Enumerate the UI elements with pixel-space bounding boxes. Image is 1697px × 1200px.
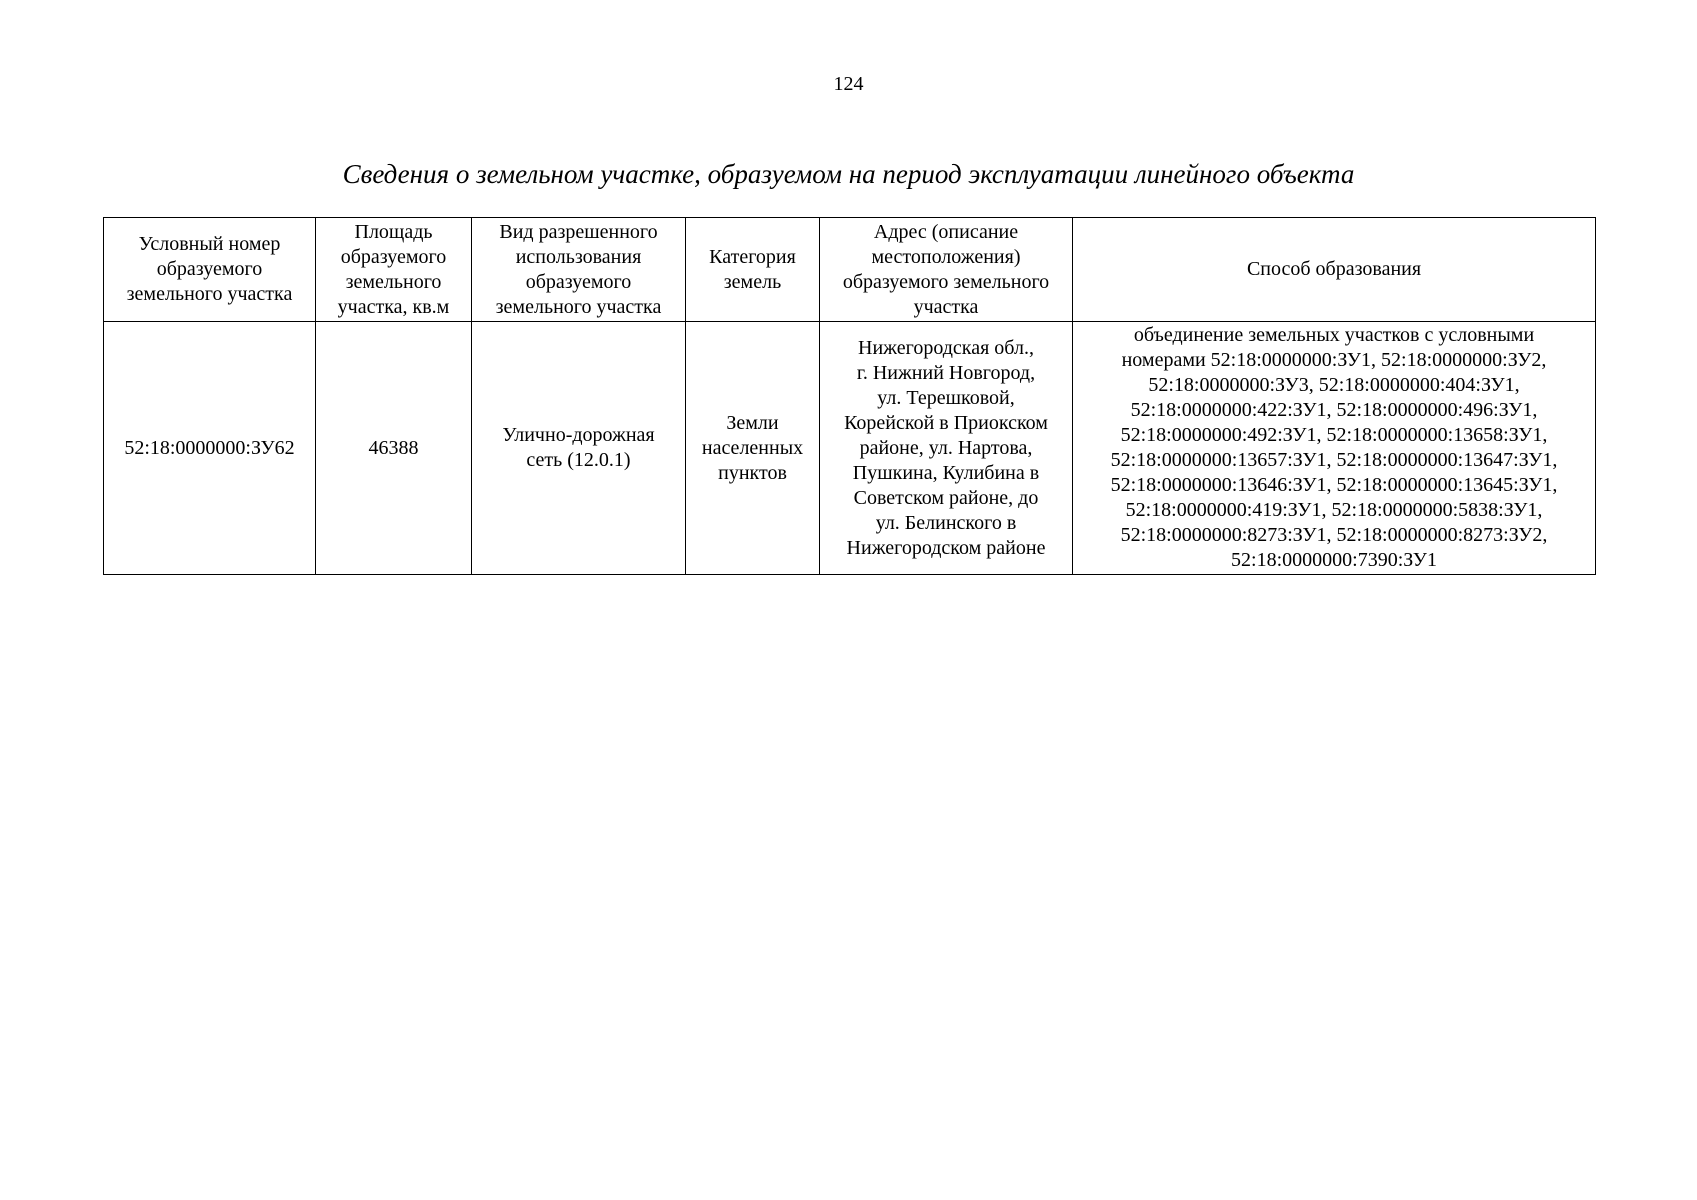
header-plot-number: Условный номер образуемого земельного участка — [104, 218, 316, 322]
header-formation-method: Способ образования — [1073, 218, 1596, 322]
header-permitted-use: Вид разрешенного использования образуемого земельного участка — [472, 218, 686, 322]
cell-land-category: Земли населенных пунктов — [686, 322, 820, 575]
header-plot-area: Площадь образуемого земельного участка, кв.м — [316, 218, 472, 322]
page-number: 124 — [833, 73, 864, 95]
cell-plot-number: 52:18:0000000:ЗУ62 — [104, 322, 316, 575]
land-plot-table — [103, 217, 1596, 575]
header-address: Адрес (описание местоположения) образуемого земельного участка — [820, 218, 1073, 322]
document-title: Сведения о земельном участке, образуемом на период эксплуатации линейного объекта — [342, 159, 1355, 189]
cell-formation-method: объединение земельных участков с условными номерами 52:18:0000000:ЗУ1, 52:18:0000000:ЗУ2, 52:18:0000000:ЗУ3, 52:18:0000000:404:ЗУ1, 52:18:0000000:422:ЗУ1, 52:18:0000000:496:ЗУ1, 52:18:0000000:492:ЗУ1, 52:18:0000000:13658:ЗУ1, 52:18:0000000:13657:ЗУ1, 52:18:0000000:13647:ЗУ1, 52:18:0000000:13646:ЗУ1, 52:18:0000000:13645:ЗУ1, 52:18:0000000:419:ЗУ1, 52:18:0000000:5838:ЗУ1, 52:18:0000000:8273:ЗУ1, 52:18:0000000:8273:ЗУ2, 52:18:0000000:7390:ЗУ1 — [1073, 322, 1596, 575]
cell-address: Нижегородская обл., г. Нижний Новгород, ул. Терешковой, Корейской в Приокском районе, ул. Нартова, Пушкина, Кулибина в Советском районе, до ул. Белинского в Нижегородском районе — [820, 322, 1073, 575]
table-header-row — [104, 218, 1596, 322]
cell-plot-area: 46388 — [316, 322, 472, 575]
cell-permitted-use: Улично-дорожная сеть (12.0.1) — [472, 322, 686, 575]
header-land-category: Категория земель — [686, 218, 820, 322]
table-row — [104, 322, 1596, 575]
